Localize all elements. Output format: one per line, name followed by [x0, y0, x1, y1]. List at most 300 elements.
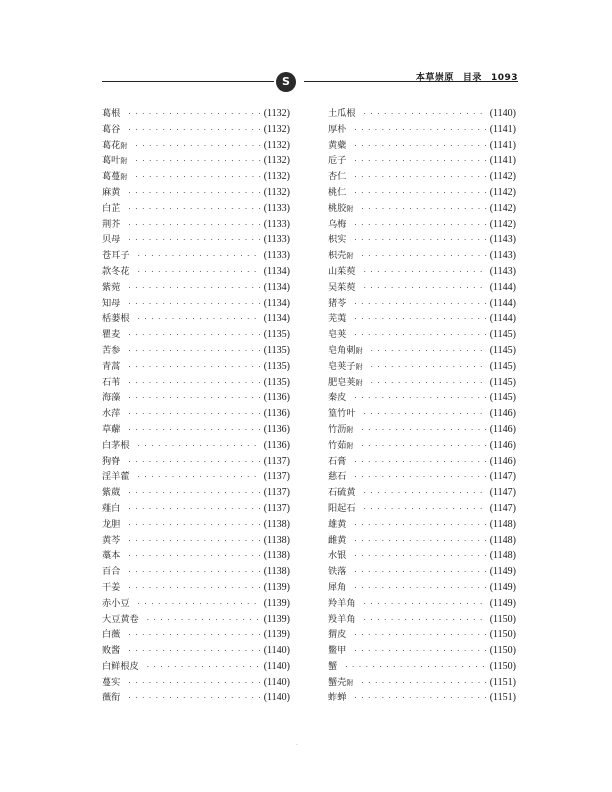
entry-page: (1145) — [489, 329, 516, 341]
dot-leader — [361, 203, 486, 214]
entry-page: (1135) — [263, 344, 290, 356]
toc-entry — [102, 137, 290, 153]
entry-name: 乌梅 — [328, 218, 347, 230]
toc-entry — [328, 405, 516, 421]
dot-leader — [128, 392, 260, 403]
entry-page: (1132) — [263, 155, 290, 167]
entry-page: (1135) — [263, 329, 290, 341]
entry-name: 吴茱萸 — [328, 281, 356, 293]
toc-entry — [102, 421, 290, 437]
entry-name: 薇衔 — [102, 692, 121, 704]
dot-leader — [371, 361, 487, 372]
toc-entry — [102, 405, 290, 421]
dot-leader — [371, 345, 487, 356]
entry-name: 干姜 — [102, 581, 121, 593]
toc-entry — [328, 626, 516, 642]
entry-name: 篁竹叶 — [328, 408, 356, 420]
entry-page: (1138) — [263, 518, 290, 530]
entry-name: 知母 — [102, 297, 121, 309]
dot-leader — [128, 519, 260, 530]
dot-leader — [128, 692, 260, 703]
dot-leader — [128, 282, 260, 293]
toc-entry — [328, 152, 516, 168]
entry-suffix: 附 — [120, 141, 128, 150]
entry-name: 白鲜根皮 — [102, 660, 139, 672]
entry-name: 铁落 — [328, 566, 347, 578]
dot-leader — [364, 266, 487, 277]
toc-entry — [328, 358, 516, 374]
dot-leader — [354, 456, 486, 467]
entry-name: 龙胆 — [102, 518, 121, 530]
entry-name: 白薇 — [102, 629, 121, 641]
entry-page: (1144) — [489, 281, 516, 293]
entry-name: 雌黄 — [328, 534, 347, 546]
dot-leader — [128, 503, 260, 514]
entry-page: (1144) — [489, 297, 516, 309]
entry-page: (1142) — [489, 218, 516, 230]
entry-name: 百合 — [102, 566, 121, 578]
toc-entry — [328, 674, 516, 690]
toc-entry — [328, 532, 516, 548]
entry-page: (1137) — [263, 455, 290, 467]
toc-entry — [328, 658, 516, 674]
toc-entry — [328, 137, 516, 153]
dot-leader — [361, 424, 486, 435]
entry-name: 栝蒌根 — [102, 313, 130, 325]
entry-page: (1145) — [489, 392, 516, 404]
dot-leader — [364, 614, 487, 625]
entry-name: 厚朴 — [328, 123, 347, 135]
toc-entry — [102, 516, 290, 532]
entry-name: 石苇 — [102, 376, 121, 388]
toc-entry — [328, 437, 516, 453]
entry-name: 皂荚子 — [328, 360, 356, 372]
entry-suffix: 附 — [346, 425, 354, 434]
toc-entry — [328, 216, 516, 232]
entry-page: (1132) — [263, 108, 290, 119]
dot-leader — [128, 377, 260, 388]
entry-page: (1148) — [489, 518, 516, 530]
entry-page: (1140) — [489, 108, 516, 119]
entry-name: 桃仁 — [328, 186, 347, 198]
entry-page: (1135) — [263, 360, 290, 372]
entry-name: 葛叶 — [102, 155, 121, 167]
entry-name: 草薢 — [102, 423, 121, 435]
entry-page: (1147) — [489, 471, 516, 483]
entry-suffix: 附 — [120, 173, 128, 182]
entry-page: (1146) — [489, 455, 516, 467]
entry-name: 苦参 — [102, 344, 121, 356]
entry-page: (1136) — [263, 392, 290, 404]
dot-leader — [354, 155, 486, 166]
entry-name: 荆芥 — [102, 218, 121, 230]
toc-entry — [102, 374, 290, 390]
entry-page: (1134) — [263, 313, 290, 325]
dot-leader — [128, 550, 260, 561]
toc-entry — [102, 200, 290, 216]
toc-entry — [328, 579, 516, 595]
toc-entry — [102, 358, 290, 374]
toc-entry — [102, 595, 290, 611]
dot-leader — [128, 219, 260, 230]
entry-page: (1147) — [489, 502, 516, 514]
entry-name: 皂荚 — [328, 329, 347, 341]
toc-entry — [328, 500, 516, 516]
dot-leader — [354, 171, 486, 182]
dot-leader — [364, 408, 487, 419]
toc-entry — [328, 453, 516, 469]
toc-entry — [102, 611, 290, 627]
dot-leader — [354, 329, 486, 340]
dot-leader — [354, 566, 486, 577]
entry-name: 蟹 — [328, 660, 338, 672]
entry-page: (1140) — [263, 676, 290, 688]
entry-name: 白芷 — [102, 202, 121, 214]
entry-page: (1146) — [489, 439, 516, 451]
entry-page: (1146) — [489, 423, 516, 435]
entry-page: (1144) — [489, 313, 516, 325]
header-rule-left — [102, 81, 274, 82]
dot-leader — [354, 519, 486, 530]
toc-column-left — [102, 105, 290, 705]
dot-leader — [354, 187, 486, 198]
dot-leader — [128, 456, 260, 467]
dot-leader — [354, 298, 486, 309]
entry-name: 山茱萸 — [328, 265, 356, 277]
dot-leader — [138, 440, 261, 451]
entry-name: 肥皂荚 — [328, 376, 356, 388]
entry-name: 杏仁 — [328, 171, 347, 183]
toc-entry — [102, 658, 290, 674]
entry-name: 土瓜根 — [328, 108, 356, 119]
dot-leader — [128, 345, 260, 356]
dot-leader — [128, 566, 260, 577]
entry-page: (1136) — [263, 423, 290, 435]
entry-name: 薤白 — [102, 502, 121, 514]
entry-page: (1141) — [489, 155, 516, 167]
section-label: 目录 — [462, 73, 482, 83]
toc-entry — [102, 105, 290, 121]
entry-page: (1150) — [489, 629, 516, 641]
entry-page: (1142) — [489, 171, 516, 183]
entry-name: 苍耳子 — [102, 250, 130, 262]
toc-entry — [102, 295, 290, 311]
dot-leader — [138, 266, 261, 277]
entry-page: (1139) — [263, 613, 290, 625]
entry-page: (1137) — [263, 487, 290, 499]
dot-leader — [128, 629, 260, 640]
entry-page: (1139) — [263, 581, 290, 593]
toc-entry — [102, 231, 290, 247]
entry-name: 羖羊角 — [328, 613, 356, 625]
dot-leader — [345, 661, 487, 672]
entry-name: 紫葳 — [102, 487, 121, 499]
entry-page: (1140) — [263, 645, 290, 657]
entry-page: (1134) — [263, 265, 290, 277]
entry-name: 桃胶 — [328, 202, 347, 214]
entry-page: (1139) — [263, 629, 290, 641]
entry-page: (1151) — [489, 676, 516, 688]
toc-entry — [328, 247, 516, 263]
dot-leader — [135, 171, 260, 182]
dot-leader — [354, 550, 486, 561]
dot-leader — [147, 614, 261, 625]
toc-entry — [328, 326, 516, 342]
dot-leader — [364, 282, 487, 293]
entry-name: 白茅根 — [102, 439, 130, 451]
toc-entry — [328, 421, 516, 437]
dot-leader — [128, 234, 260, 245]
toc-entry — [328, 468, 516, 484]
toc-entry — [328, 263, 516, 279]
entry-suffix: 附 — [355, 378, 363, 387]
entry-page: (1141) — [489, 139, 516, 151]
entry-name: 慈石 — [328, 471, 347, 483]
toc-entry — [328, 595, 516, 611]
entry-name: 淫羊藿 — [102, 471, 130, 483]
entry-page: (1150) — [489, 645, 516, 657]
entry-name: 雄黄 — [328, 518, 347, 530]
entry-name: 葛谷 — [102, 123, 121, 135]
toc-entry — [102, 626, 290, 642]
toc-entry — [328, 374, 516, 390]
dot-leader — [354, 629, 486, 640]
entry-name: 水萍 — [102, 408, 121, 420]
entry-name: 葛根 — [102, 108, 121, 119]
toc-entry — [328, 279, 516, 295]
toc-entry — [328, 168, 516, 184]
dot-leader — [128, 645, 260, 656]
entry-name: 羚羊角 — [328, 597, 356, 609]
toc-entry — [102, 184, 290, 200]
toc-entry — [328, 642, 516, 658]
dot-leader — [135, 140, 260, 151]
toc-entry — [328, 200, 516, 216]
entry-page: (1133) — [263, 250, 290, 262]
entry-suffix: 附 — [346, 204, 354, 213]
dot-leader — [128, 124, 260, 135]
toc-entry — [328, 231, 516, 247]
entry-name: 竹茹 — [328, 439, 347, 451]
entry-name: 紫菀 — [102, 281, 121, 293]
entry-name: 阳起石 — [328, 502, 356, 514]
dot-leader — [364, 108, 487, 119]
entry-page: (1145) — [489, 360, 516, 372]
toc-entry — [102, 279, 290, 295]
entry-page: (1133) — [263, 234, 290, 246]
entry-page: (1134) — [263, 281, 290, 293]
running-header — [416, 70, 518, 83]
entry-page: (1136) — [263, 439, 290, 451]
dot-leader — [354, 140, 486, 151]
entry-name: 犀角 — [328, 581, 347, 593]
entry-page: (1142) — [489, 186, 516, 198]
entry-name: 葛蔓 — [102, 171, 121, 183]
entry-name: 麻黄 — [102, 186, 121, 198]
toc-entry — [102, 579, 290, 595]
dot-leader — [371, 377, 487, 388]
entry-page: (1132) — [263, 186, 290, 198]
entry-name: 鳖甲 — [328, 645, 347, 657]
entry-name: 蔓实 — [102, 676, 121, 688]
entry-name: 水银 — [328, 550, 347, 562]
toc-entry — [102, 674, 290, 690]
dot-leader — [128, 361, 260, 372]
dot-leader — [128, 424, 260, 435]
toc-entry — [102, 263, 290, 279]
toc-entry — [102, 310, 290, 326]
toc-entry — [328, 484, 516, 500]
entry-name: 枳壳 — [328, 250, 347, 262]
entry-page: (1140) — [263, 692, 290, 704]
entry-page: (1132) — [263, 139, 290, 151]
entry-suffix: 附 — [355, 362, 363, 371]
dot-leader — [354, 582, 486, 593]
dot-leader — [128, 203, 260, 214]
entry-name: 青蒿 — [102, 360, 121, 372]
entry-page: (1139) — [263, 597, 290, 609]
toc-entry — [102, 152, 290, 168]
toc-entry — [102, 642, 290, 658]
entry-name: 黄蘗 — [328, 139, 347, 151]
dot-leader — [354, 535, 486, 546]
entry-page: (1137) — [263, 502, 290, 514]
dot-leader — [364, 487, 487, 498]
dot-leader — [138, 471, 261, 482]
dot-leader — [128, 408, 260, 419]
entry-page: (1133) — [263, 202, 290, 214]
dot-leader — [354, 392, 486, 403]
dot-leader — [128, 535, 260, 546]
dot-leader — [361, 440, 486, 451]
entry-page: (1136) — [263, 408, 290, 420]
entry-name: 黄芩 — [102, 534, 121, 546]
toc-entry — [102, 484, 290, 500]
toc-entry — [102, 547, 290, 563]
toc-entry — [328, 689, 516, 705]
entry-name: 瞿麦 — [102, 329, 121, 341]
entry-name: 秦皮 — [328, 392, 347, 404]
entry-name: 葛花 — [102, 139, 121, 151]
dot-leader — [128, 487, 260, 498]
entry-name: 款冬花 — [102, 265, 130, 277]
toc-entry — [328, 295, 516, 311]
entry-page: (1143) — [489, 234, 516, 246]
dot-leader — [128, 329, 260, 340]
dot-leader — [354, 313, 486, 324]
toc-entry — [328, 547, 516, 563]
toc-entry — [328, 310, 516, 326]
entry-page: (1142) — [489, 202, 516, 214]
entry-name: 猬皮 — [328, 629, 347, 641]
toc-entry — [102, 168, 290, 184]
dot-leader — [354, 692, 486, 703]
toc-entry — [328, 516, 516, 532]
scan-speck: · — [296, 742, 298, 749]
toc-entry — [102, 689, 290, 705]
dot-leader — [147, 661, 261, 672]
entry-page: (1135) — [263, 376, 290, 388]
toc-entry — [328, 563, 516, 579]
entry-page: (1140) — [263, 660, 290, 672]
toc-entry — [328, 342, 516, 358]
entry-page: (1148) — [489, 534, 516, 546]
entry-suffix: 附 — [346, 678, 354, 687]
entry-name: 败酱 — [102, 645, 121, 657]
toc-entry — [102, 326, 290, 342]
entry-name: 皂角刺 — [328, 344, 356, 356]
dot-leader — [128, 298, 260, 309]
dot-leader — [128, 108, 260, 119]
entry-page: (1133) — [263, 218, 290, 230]
dot-leader — [364, 503, 487, 514]
entry-page: (1149) — [489, 566, 516, 578]
dot-leader — [364, 598, 487, 609]
entry-suffix: 附 — [346, 252, 354, 261]
toc-entry — [328, 389, 516, 405]
entry-page: (1137) — [263, 471, 290, 483]
entry-page: (1145) — [489, 344, 516, 356]
entry-name: 猪苓 — [328, 297, 347, 309]
entry-name: 贝母 — [102, 234, 121, 246]
entry-page: (1143) — [489, 250, 516, 262]
entry-name: 石硫黄 — [328, 487, 356, 499]
toc-entry — [102, 247, 290, 263]
toc-entry — [328, 611, 516, 627]
dot-leader — [354, 219, 486, 230]
toc-entry — [102, 453, 290, 469]
entry-name: 海藻 — [102, 392, 121, 404]
entry-page: (1134) — [263, 297, 290, 309]
dot-leader — [138, 313, 261, 324]
entry-page: (1146) — [489, 408, 516, 420]
dot-leader — [128, 677, 260, 688]
toc-entry — [102, 216, 290, 232]
entry-page: (1132) — [263, 123, 290, 135]
dot-leader — [135, 155, 260, 166]
entry-suffix: 附 — [355, 346, 363, 355]
entry-page: (1150) — [489, 613, 516, 625]
publisher-emblem-icon: S — [276, 72, 296, 92]
entry-page: (1150) — [489, 660, 516, 672]
entry-name: 石膏 — [328, 455, 347, 467]
entry-page: (1138) — [263, 550, 290, 562]
dot-leader — [354, 234, 486, 245]
toc-entry — [328, 184, 516, 200]
entry-name: 狗脊 — [102, 455, 121, 467]
dot-leader — [138, 598, 261, 609]
entry-suffix: 附 — [346, 441, 354, 450]
entry-page: (1132) — [263, 171, 290, 183]
entry-page: (1145) — [489, 376, 516, 388]
toc-entry — [102, 342, 290, 358]
entry-name: 芜荑 — [328, 313, 347, 325]
toc-entry — [102, 563, 290, 579]
toc-entry — [328, 121, 516, 137]
entry-page: (1138) — [263, 534, 290, 546]
entry-name: 竹沥 — [328, 423, 347, 435]
entry-page: (1138) — [263, 566, 290, 578]
entry-page: (1149) — [489, 597, 516, 609]
toc-entry — [102, 389, 290, 405]
dot-leader — [354, 124, 486, 135]
entry-name: 大豆黄卷 — [102, 613, 139, 625]
dot-leader — [354, 471, 486, 482]
entry-page: (1148) — [489, 550, 516, 562]
entry-name: 赤小豆 — [102, 597, 130, 609]
entry-suffix: 附 — [120, 157, 128, 166]
toc-entry — [102, 500, 290, 516]
